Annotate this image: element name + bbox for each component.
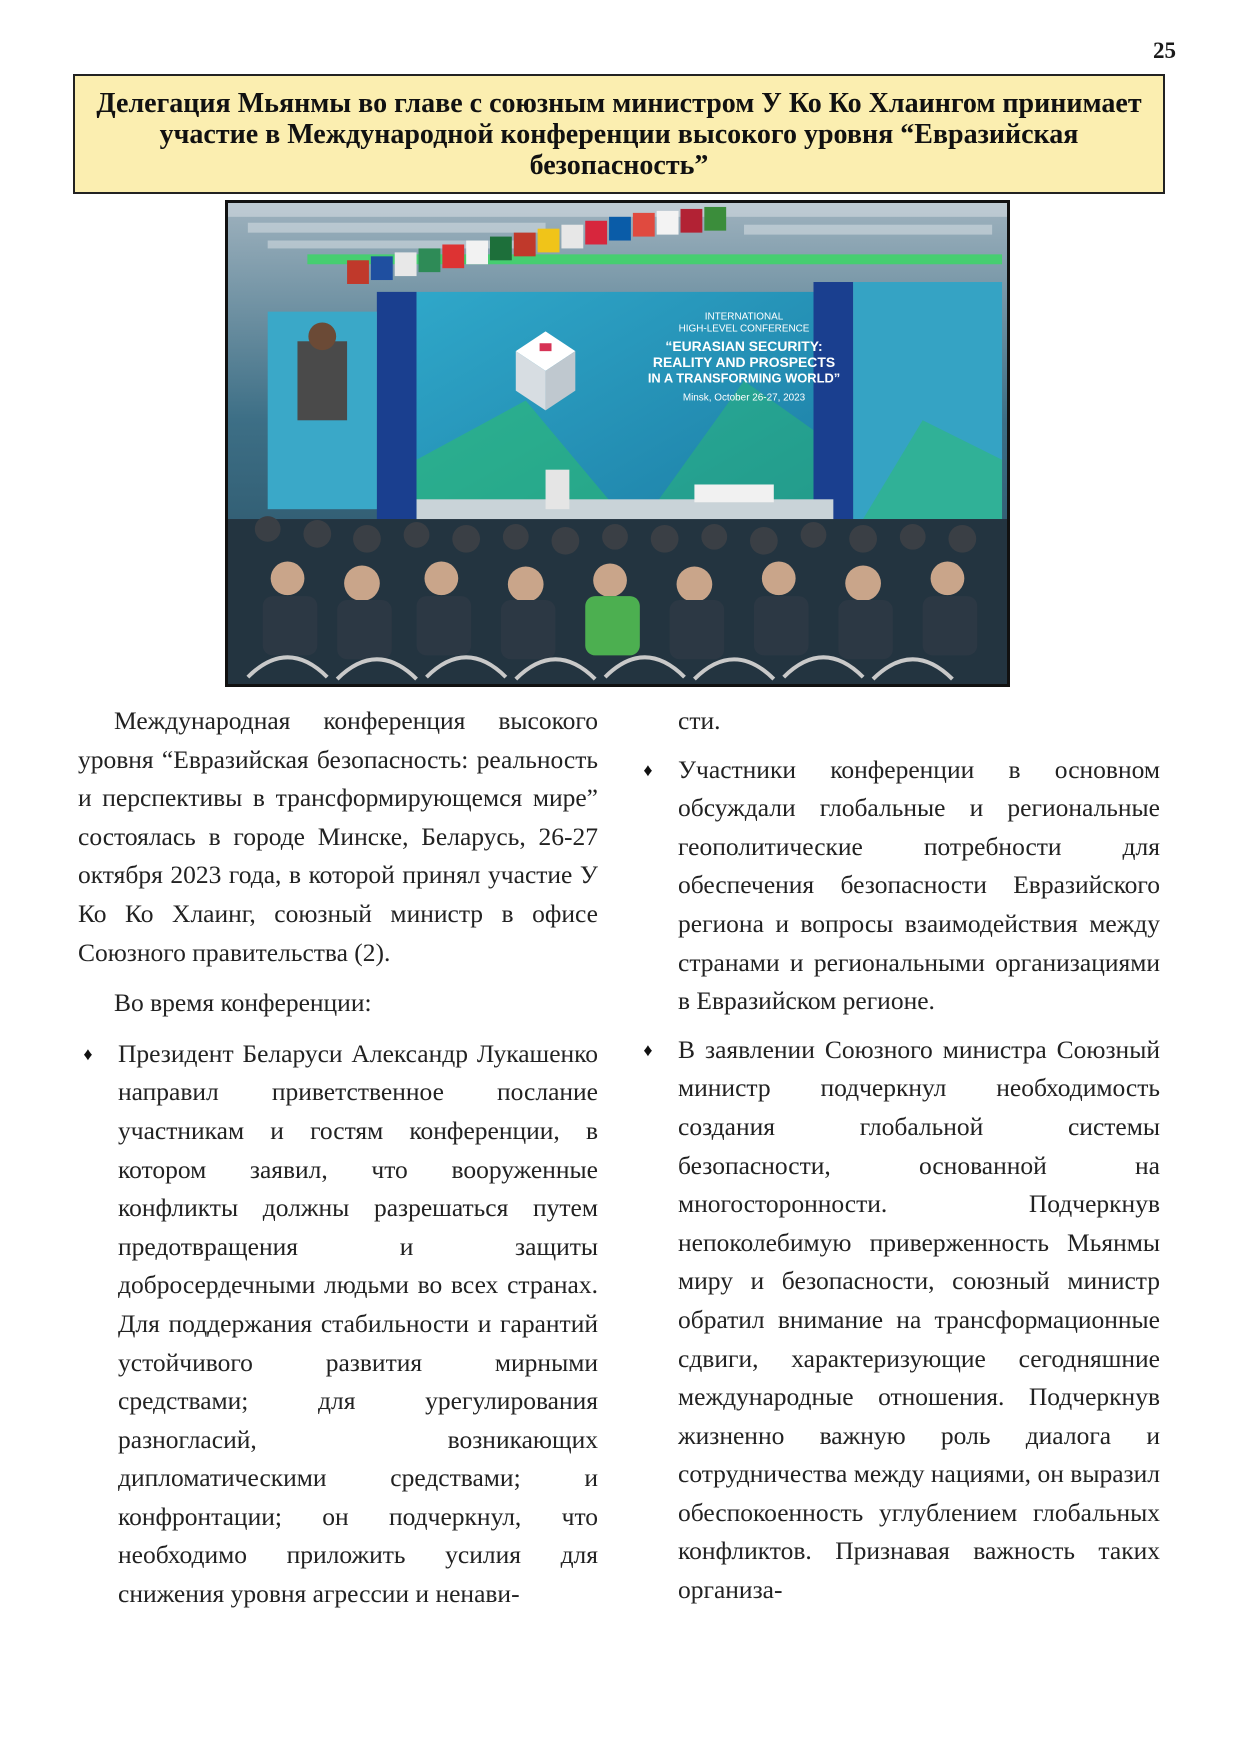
diamond-bullet-icon: ♦ bbox=[643, 1039, 653, 1060]
bullet-item-minister-statement bbox=[638, 1031, 1160, 1610]
bullet-item-participants bbox=[638, 751, 1160, 1021]
headline-box bbox=[73, 74, 1165, 194]
bullet-item-lukashenko bbox=[78, 1035, 598, 1614]
screen-line-5: IN A TRANSFORMING WORLD” bbox=[647, 370, 841, 386]
lead-paragraph: Во время конференции: bbox=[114, 988, 372, 1018]
conference-photo bbox=[225, 200, 1010, 687]
page-number: 25 bbox=[1153, 38, 1176, 63]
left-column bbox=[78, 702, 598, 1624]
right-column bbox=[638, 702, 1160, 1620]
diamond-bullet-icon: ♦ bbox=[643, 759, 653, 780]
screen-line-6: Minsk, October 26-27, 2023 bbox=[682, 392, 806, 404]
conference-photo-illustration bbox=[228, 203, 1007, 684]
screen-line-4: REALITY AND PROSPECTS bbox=[652, 353, 836, 370]
bullet-text: Участники конференции в основном обсуждали глобальные и региональные геополитические потребности для обеспечения безопасности Евразийского региона и вопросы взаимодействия между странами и региональными организациями в Евразийском регионе. bbox=[678, 754, 1160, 1016]
continuation-text: сти. bbox=[678, 706, 721, 735]
screen-line-1: INTERNATIONAL bbox=[704, 311, 784, 323]
screen-line-3: “EURASIAN SECURITY: bbox=[665, 338, 823, 355]
diamond-bullet-icon: ♦ bbox=[83, 1043, 93, 1064]
screen-line-2: HIGH-LEVEL CONFERENCE bbox=[678, 323, 810, 335]
intro-paragraph: Международная конференция высокого уровня “Евразийская безопасность: реальность и перспективы в трансформирующемся мире” состоялась в городе Минске, Беларусь, 26-27 октября 2023 года, в которой принял участие У Ко Ко Хлаинг, союзный министр в офисе Союзного правительства (2). bbox=[78, 706, 598, 967]
bullet-text: В заявлении Союзного министра Союзный министр подчеркнул необходимость создания глобальной системы безопасности, основанной на многосторонности. Подчеркнув непоколебимую приверженность Мьянмы миру и безопасности, союзный министр обратил внимание на трансформационные сдвиги, характеризующие сегодняшние международные отношения. Подчеркнув жизненно важную роль диалога и сотрудничества между нациями, он выразил обеспокоенность углублением глобальных конфликтов. Признавая важность таких организа- bbox=[678, 1034, 1160, 1605]
article-headline: Делегация Мьянмы во главе с союзным министром У Ко Ко Хлаингом принимает участие в Международной конференции высокого уровня “Евразийская безопасность” bbox=[96, 87, 1142, 181]
bullet-text: Президент Беларуси Александр Лукашенко направил приветственное послание участникам и гостям конференции, в котором заявил, что вооруженные конфликты должны разрешаться путем предотвращения и защиты добросердечными людьми во всех странах. Для поддержания стабильности и гарантий устойчивого развития мирными средствами; для урегулирования разногласий, возникающих дипломатическими средствами; и конфронтации; он подчеркнул, что необходимо приложить усилия для снижения уровня агрессии и ненави- bbox=[118, 1038, 598, 1609]
